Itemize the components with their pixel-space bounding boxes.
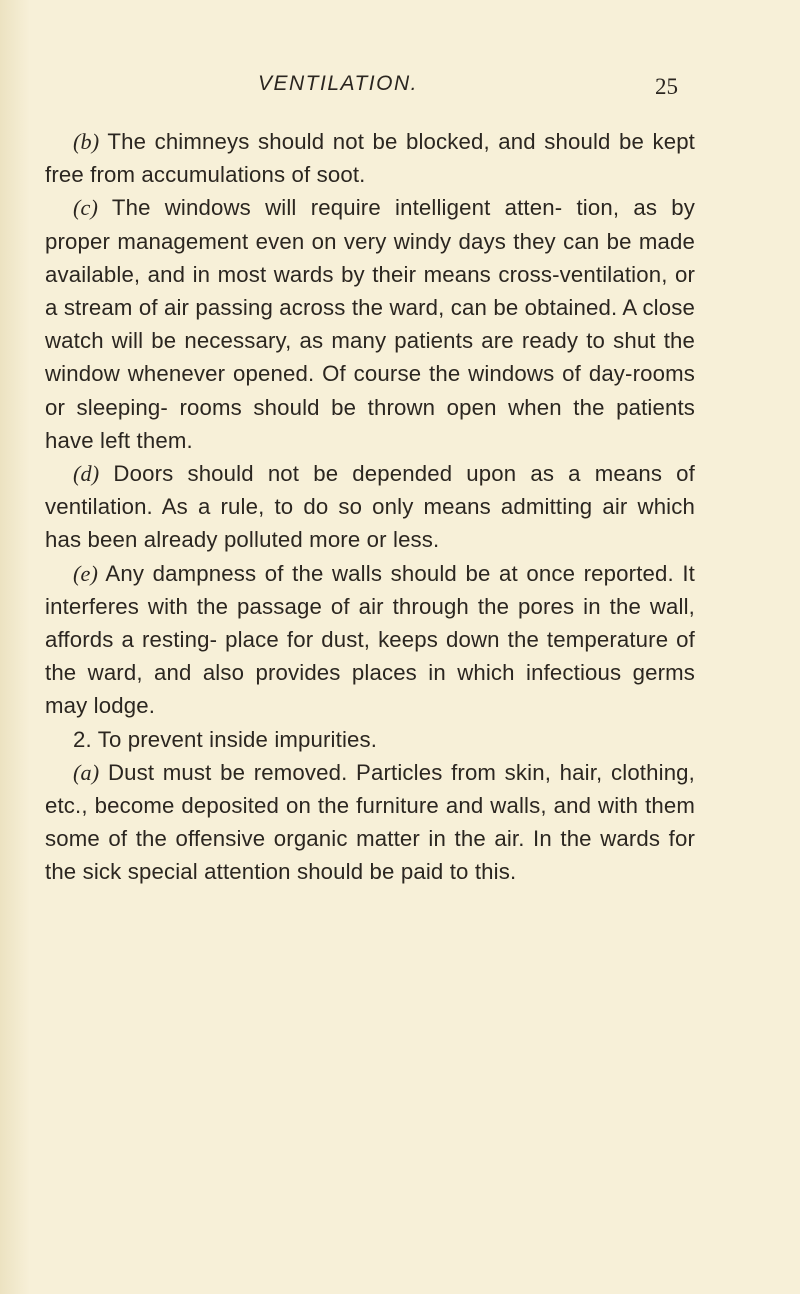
- paragraph-a: [45, 756, 695, 889]
- paragraph-e: [45, 557, 695, 723]
- paragraph-b: [45, 125, 695, 191]
- item-label: (b): [73, 129, 100, 154]
- paragraph-text: The chimneys should not be blocked, and should be kept free from accumulations of soot.: [45, 129, 695, 188]
- page-number: 25: [655, 74, 678, 99]
- paragraph-d: [45, 457, 695, 557]
- page-header: [0, 72, 800, 106]
- section-heading-2: [45, 723, 695, 756]
- paragraph-text: 2. To prevent inside impurities.: [73, 726, 378, 752]
- body-text: [45, 125, 695, 889]
- item-label: (a): [73, 759, 100, 785]
- item-label: (c): [73, 195, 99, 221]
- item-label: (e): [73, 560, 99, 586]
- paragraph-text: Any dampness of the walls should be at once reported. It interferes with the passage of air through the pores in the wall, affords a resting- place for dust, keeps down the temperature of the ward, and also provides places in which infectious germs may lodge.: [45, 560, 695, 719]
- paragraph-text: Dust must be removed. Particles from skin, hair, clothing, etc., become deposited on the furniture and walls, and with them some of the offensive organic matter in the air. In the wards for the sick special attention should be paid to this.: [45, 759, 695, 885]
- paragraph-c: [45, 191, 695, 457]
- paragraph-text: The windows will require intelligent atten- tion, as by proper management even on very windy days they can be made available, and in most wards by their means cross-ventilation, or a stream of air passing across the ward, can be obtained. A close watch will be necessary, as many patients are ready to shut the window whenever opened. Of course the windows of day-rooms or sleeping- rooms should be thrown open when the patients have left them.: [45, 195, 695, 453]
- paragraph-text: Doors should not be depended upon as a means of ventilation. As a rule, to do so only means admitting air which has been already polluted more or less.: [45, 461, 695, 553]
- running-title: VENTILATION.: [258, 72, 418, 95]
- item-label: (d): [73, 461, 100, 487]
